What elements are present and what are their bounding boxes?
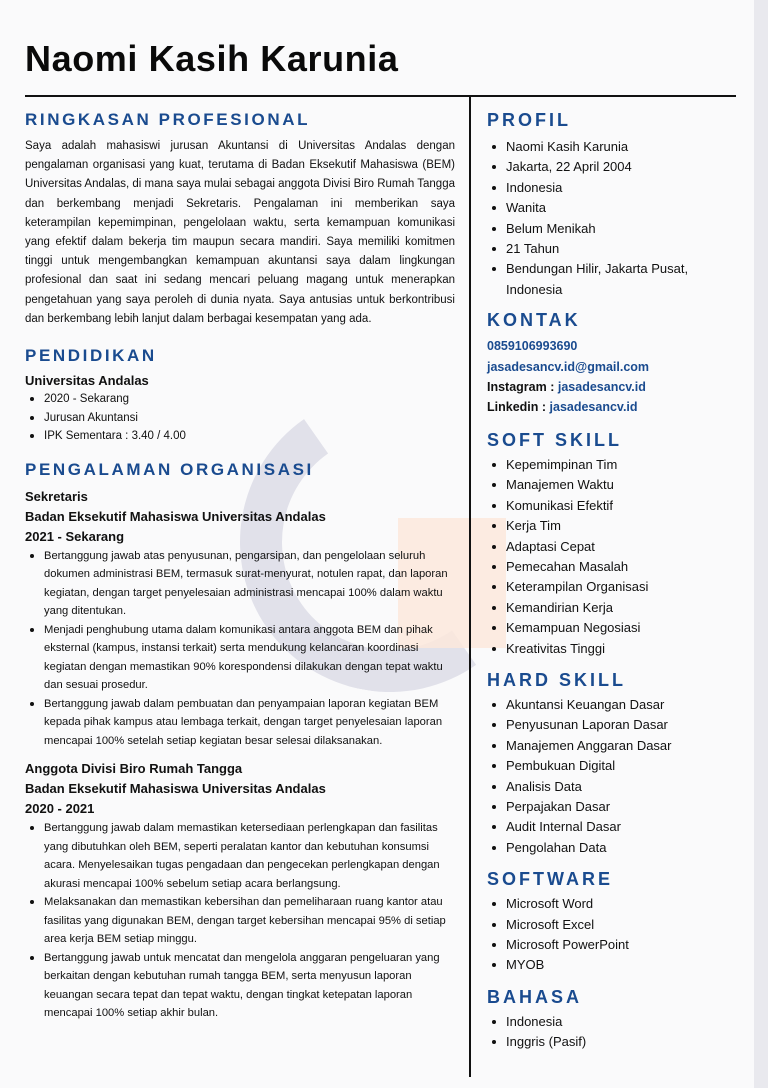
list-item: Wanita xyxy=(487,198,742,218)
list-item: 21 Tahun xyxy=(487,239,742,259)
linkedin-label: Linkedin : xyxy=(487,400,547,415)
list-item: Melaksanakan dan memastikan kebersihan dan pemeliharaan ruang kantor atau fasilitas yang digunakan BEM, dengan target kebersihan mencapai 95% di setiap area kerja BEM setiap minggu. xyxy=(25,893,455,949)
list-item: Bertanggung jawab dalam pembuatan dan penyampaian laporan kegiatan BEM kepada pihak kampus atau lembaga terkait, dengan target penyelesaian laporan mencapai 100% setelah setiap kegiatan besar selesai dilaksanakan. xyxy=(25,695,455,751)
role-position: Sekretaris xyxy=(25,488,88,504)
right-column xyxy=(487,110,742,1053)
list-item: Indonesia xyxy=(487,1012,742,1032)
hard-skill-section xyxy=(487,670,742,858)
list-item: Pemecahan Masalah xyxy=(487,557,742,577)
role-period: 2021 - Sekarang xyxy=(25,528,125,544)
list-item: Akuntansi Keuangan Dasar xyxy=(487,695,742,715)
education-section xyxy=(25,346,455,446)
profile-list xyxy=(487,137,742,300)
list-item: Manajemen Waktu xyxy=(487,475,742,495)
instagram-link[interactable]: jasadesancv.id xyxy=(557,380,646,395)
language-title: BAHASA xyxy=(487,986,583,1007)
role-organization: Badan Eksekutif Mahasiswa Universitas Andalas xyxy=(25,781,326,797)
software-list xyxy=(487,894,742,976)
role-position: Anggota Divisi Biro Rumah Tangga xyxy=(25,761,243,777)
organization-title: PENGALAMAN ORGANISASI xyxy=(25,459,314,479)
list-item: 2020 - Sekarang xyxy=(25,390,455,409)
role-period: 2020 - 2021 xyxy=(25,801,95,817)
column-divider xyxy=(469,95,471,1077)
list-item: Perpajakan Dasar xyxy=(487,797,742,817)
profile-title: PROFIL xyxy=(487,110,571,130)
list-item: Naomi Kasih Karunia xyxy=(487,137,742,157)
summary-section xyxy=(25,110,455,329)
list-item: Komunikasi Efektif xyxy=(487,496,742,516)
organization-section xyxy=(25,460,455,1023)
profile-section xyxy=(487,110,742,300)
list-item: Menjadi penghubung utama dalam komunikasi antara anggota BEM dan pihak eksternal (kampus, instansi terkait) serta mendukung kelancaran koordinasi kegiatan dengan memastikan 90% korespondensi dilakukan dengan tepat waktu dan sesuai prosedur. xyxy=(25,621,455,695)
candidate-name: Naomi Kasih Karunia xyxy=(25,38,399,79)
list-item: MYOB xyxy=(487,955,742,975)
list-item: Inggris (Pasif) xyxy=(487,1032,742,1052)
left-column xyxy=(25,110,455,1023)
list-item: Keterampilan Organisasi xyxy=(487,577,742,597)
list-item: Bendungan Hilir, Jakarta Pusat, Indonesia xyxy=(487,259,742,300)
education-list xyxy=(25,390,455,446)
list-item: Adaptasi Cepat xyxy=(487,537,742,557)
list-item: Bertanggung jawab untuk mencatat dan mengelola anggaran pengeluaran yang berkaitan dengan kebutuhan rumah tangga BEM, serta menyusun laporan keuangan secara tepat dan tepat waktu, dengan tingkat ketepatan laporan mencapai 100% setiap akhir bulan. xyxy=(25,949,455,1023)
education-title: PENDIDIKAN xyxy=(25,346,157,366)
summary-title: RINGKASAN PROFESIONAL xyxy=(25,110,311,129)
list-item: Jurusan Akuntansi xyxy=(25,409,455,428)
soft-skill-list xyxy=(487,455,742,659)
list-item: Jakarta, 22 April 2004 xyxy=(487,157,742,177)
instagram-label: Instagram : xyxy=(487,380,555,395)
instagram-row xyxy=(487,377,742,397)
linkedin-row xyxy=(487,397,742,417)
soft-skill-section xyxy=(487,430,742,659)
software-section xyxy=(487,869,742,976)
hard-skill-list xyxy=(487,695,742,858)
list-item: Pengolahan Data xyxy=(487,838,742,858)
list-item: Pembukuan Digital xyxy=(487,756,742,776)
phone-number[interactable]: 0859106993690 xyxy=(487,339,578,354)
contact-list xyxy=(487,336,742,418)
role-block xyxy=(25,487,455,751)
list-item: Analisis Data xyxy=(487,777,742,797)
list-item: Kreativitas Tinggi xyxy=(487,639,742,659)
role-block xyxy=(25,759,455,1023)
language-list xyxy=(487,1012,742,1053)
role-duties xyxy=(25,819,455,1023)
education-institution: Universitas Andalas xyxy=(25,373,149,389)
contact-section xyxy=(487,310,742,418)
list-item: Kemampuan Negosiasi xyxy=(487,618,742,638)
language-section xyxy=(487,987,742,1053)
list-item: Microsoft Word xyxy=(487,894,742,914)
list-item: Belum Menikah xyxy=(487,219,742,239)
header-divider xyxy=(25,95,736,97)
email-link[interactable]: jasadesancv.id@gmail.com xyxy=(487,359,650,374)
list-item: Penyusunan Laporan Dasar xyxy=(487,715,742,735)
contact-title: KONTAK xyxy=(487,310,581,331)
list-item: IPK Sementara : 3.40 / 4.00 xyxy=(25,427,455,446)
list-item: Manajemen Anggaran Dasar xyxy=(487,736,742,756)
list-item: Bertanggung jawab atas penyusunan, pengarsipan, dan pengelolaan seluruh dokumen administrasi BEM, termasuk surat-menyurat, notulen rapat, dan laporan kegiatan, dengan target penyelesaian administrasi mencapai 100% dalam waktu yang ditentukan. xyxy=(25,547,455,621)
summary-text: Saya adalah mahasiswi jurusan Akuntansi di Universitas Andalas dengan pengalaman organisasi yang kuat, terutama di Badan Eksekutif Mahasiswa (BEM) Universitas Andalas, di mana saya mulai sebagai anggota Divisi Biro Rumah Tangga dan berkembang menjadi Sekretaris. Pengalaman ini memberikan saya keterampilan kepemimpinan, pengelolaan waktu, serta kemampuan komunikasi yang efektif dalam bekerja tim maupun secara mandiri. Saya memiliki komitmen tinggi untuk mengembangkan kemampuan akuntansi saya dalam lingkungan profesional dan saat ini sedang mencari peluang magang untuk menerapkan pengetahuan yang saya peroleh di dunia nyata. Saya antusias untuk berkontribusi dan berkembang lebih lanjut dalam berbagai kesempatan yang ada. xyxy=(25,140,455,325)
list-item: Kemandirian Kerja xyxy=(487,598,742,618)
list-item: Kerja Tim xyxy=(487,516,742,536)
soft-skill-title: SOFT SKILL xyxy=(487,429,622,450)
list-item: Bertanggung jawab dalam memastikan ketersediaan perlengkapan dan fasilitas yang dibutuhkan oleh BEM, seperti peralatan kantor dan kebutuhan konsumsi acara. Menyelesaikan tugas pengadaan dan pengecekan perlengkapan dengan akurasi mencapai 100% sebelum setiap acara berlangsung. xyxy=(25,819,455,893)
list-item: Microsoft Excel xyxy=(487,915,742,935)
list-item: Microsoft PowerPoint xyxy=(487,935,742,955)
list-item: Kepemimpinan Tim xyxy=(487,455,742,475)
list-item: Audit Internal Dasar xyxy=(487,817,742,837)
hard-skill-title: HARD SKILL xyxy=(487,669,626,690)
role-organization: Badan Eksekutif Mahasiswa Universitas Andalas xyxy=(25,508,326,524)
list-item: Indonesia xyxy=(487,178,742,198)
software-title: SOFTWARE xyxy=(487,869,613,890)
role-duties xyxy=(25,547,455,751)
linkedin-link[interactable]: jasadesancv.id xyxy=(549,400,638,415)
